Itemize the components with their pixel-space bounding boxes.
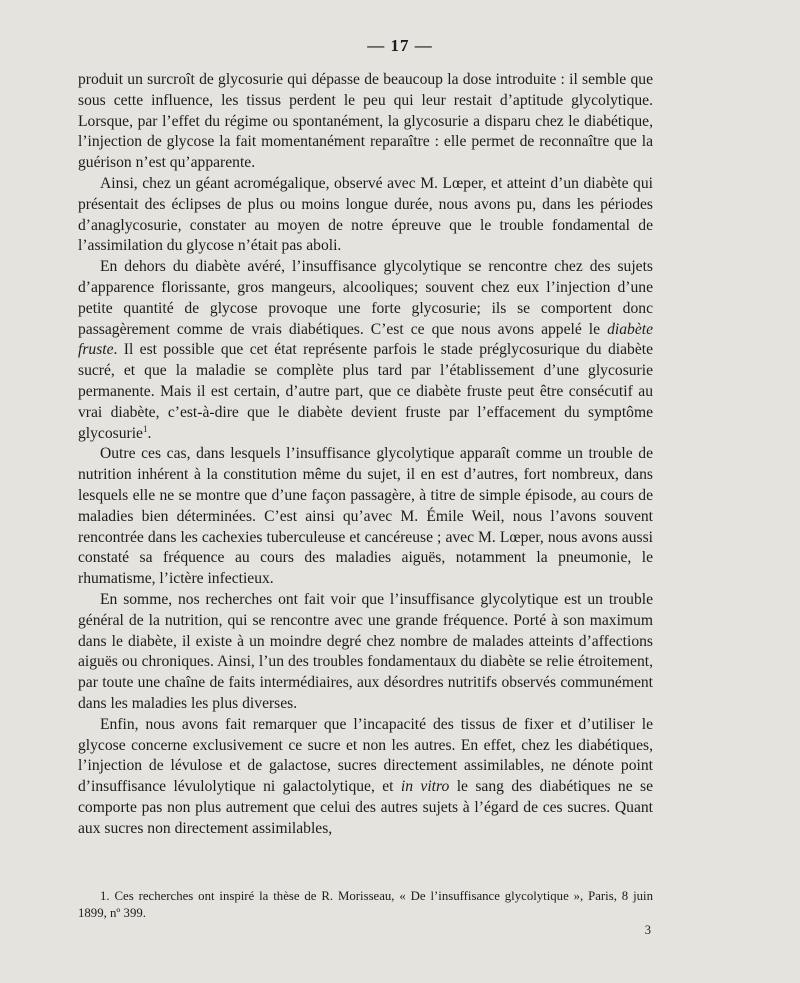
paragraph-3-text-start: En dehors du diabète avéré, l’insuffisance glycolytique se rencontre chez des sujets d’apparence florissante, gros mangeurs, alcooliques; souvent chez eux l’injection d’une petite quantité de glycose provoque une forte glycosurie; ils se comportent donc passagèrement comme de vrais diabétiques. C’est ce que nous avons appelé le bbox=[78, 258, 653, 338]
paragraph-3-text-middle: . Il est possible que cet état représente parfois le stade préglycosurique du diabète sucré, et que la maladie se complète plus tard par l’établissement d’une glycosurie permanente. Mais il est certain, d’autre part, que ce diabète fruste peut être consécutif au vrai diabète, c’est-à-dire que le diabète devient fruste par l’effacement du symptôme glycosurie bbox=[78, 341, 653, 442]
footnote bbox=[78, 888, 653, 922]
paragraph-3 bbox=[78, 257, 653, 444]
paragraph-3-text-end: . bbox=[147, 424, 152, 442]
paragraph-6 bbox=[78, 715, 653, 840]
body-text bbox=[78, 70, 653, 839]
paragraph-6-italic-term: in vitro bbox=[400, 778, 450, 796]
signature-mark: 3 bbox=[644, 923, 651, 937]
page-number: — 17 — bbox=[367, 36, 433, 55]
footnote-marker: 1. bbox=[100, 889, 110, 903]
paragraph-5: En somme, nos recherches ont fait voir que l’insuffisance glycolytique est un trouble général de la nutrition, qui se rencontre avec une grande fréquence. Porté à son maximum dans le diabète, il existe à un moindre degré chez nombre de malades atteints d’affections aiguës ou chroniques. Ainsi, l’un des troubles fondamentaux du diabète se relie étroitement, par toute une chaîne de faits intermédiaires, aux désordres nutritifs observés communément dans les maladies les plus diverses. bbox=[78, 590, 653, 712]
paragraph-6-text-end: le sang des diabétiques ne se comporte pas non plus autrement que celui des autres sujets à l’égard de ces sucres. Quant aux sucres non directement assimilables, bbox=[78, 778, 653, 837]
paragraph-3-italic-term: diabète fruste bbox=[78, 320, 653, 359]
paragraph-1: produit un surcroît de glycosurie qui dépasse de beaucoup la dose introduite : il semble que sous cette influence, les tissus perdent le peu qui leur restait d’aptitude glycolytique. Lorsque, par l’effet du régime ou spontanément, la glycosurie a disparu chez le diabétique, l’injection de glycose la fait momentanément reparaître : elle permet de reconnaître que la guérison n’est qu’apparente. bbox=[78, 71, 653, 172]
footnote-paragraph bbox=[78, 888, 653, 922]
paragraph-2: Ainsi, chez un géant acromégalique, observé avec M. Lœper, et atteint d’un diabète qui présentait des éclipses de plus ou moins longue durée, nous avons pu, dans les périodes d’anaglycosurie, constater au moyen de notre épreuve que le trouble fondamental de l’assimilation du glycose n’était pas aboli. bbox=[78, 174, 653, 255]
paragraph-4: Outre ces cas, dans lesquels l’insuffisance glycolytique apparaît comme un trouble de nutrition inhérent à la constitution même du sujet, il en est d’autres, fort nombreux, dans lesquels elle ne se montre que d’une façon passagère, à titre de simple épisode, au cours de maladies bien déterminées. C’est ainsi qu’avec M. Émile Weil, nous l’avons souvent rencontrée dans les cachexies tuberculeuse et cancéreuse ; avec M. Lœper, nous avons aussi constaté sa fréquence au cours des maladies aiguës, notamment la pneumonie, le rhumatisme, l’ictère infectieux. bbox=[78, 445, 653, 588]
footnote-reference: 1 bbox=[142, 423, 148, 434]
footnote-text: Ces recherches ont inspiré la thèse de R. Morisseau, « De l’insuffisance glycolytique », Paris, 8 juin 1899, nº 399. bbox=[78, 889, 653, 920]
paragraph-6-text-start: Enfin, nous avons fait remarquer que l’incapacité des tissus de fixer et d’utiliser le glycose concerne exclusivement ce sucre et non les autres. En effet, chez les diabétiques, l’injection de lévulose et de galactose, sucres directement assimilables, ne dénote point d’insuffisance lévulolytique ni galactolytique, et bbox=[78, 715, 653, 796]
